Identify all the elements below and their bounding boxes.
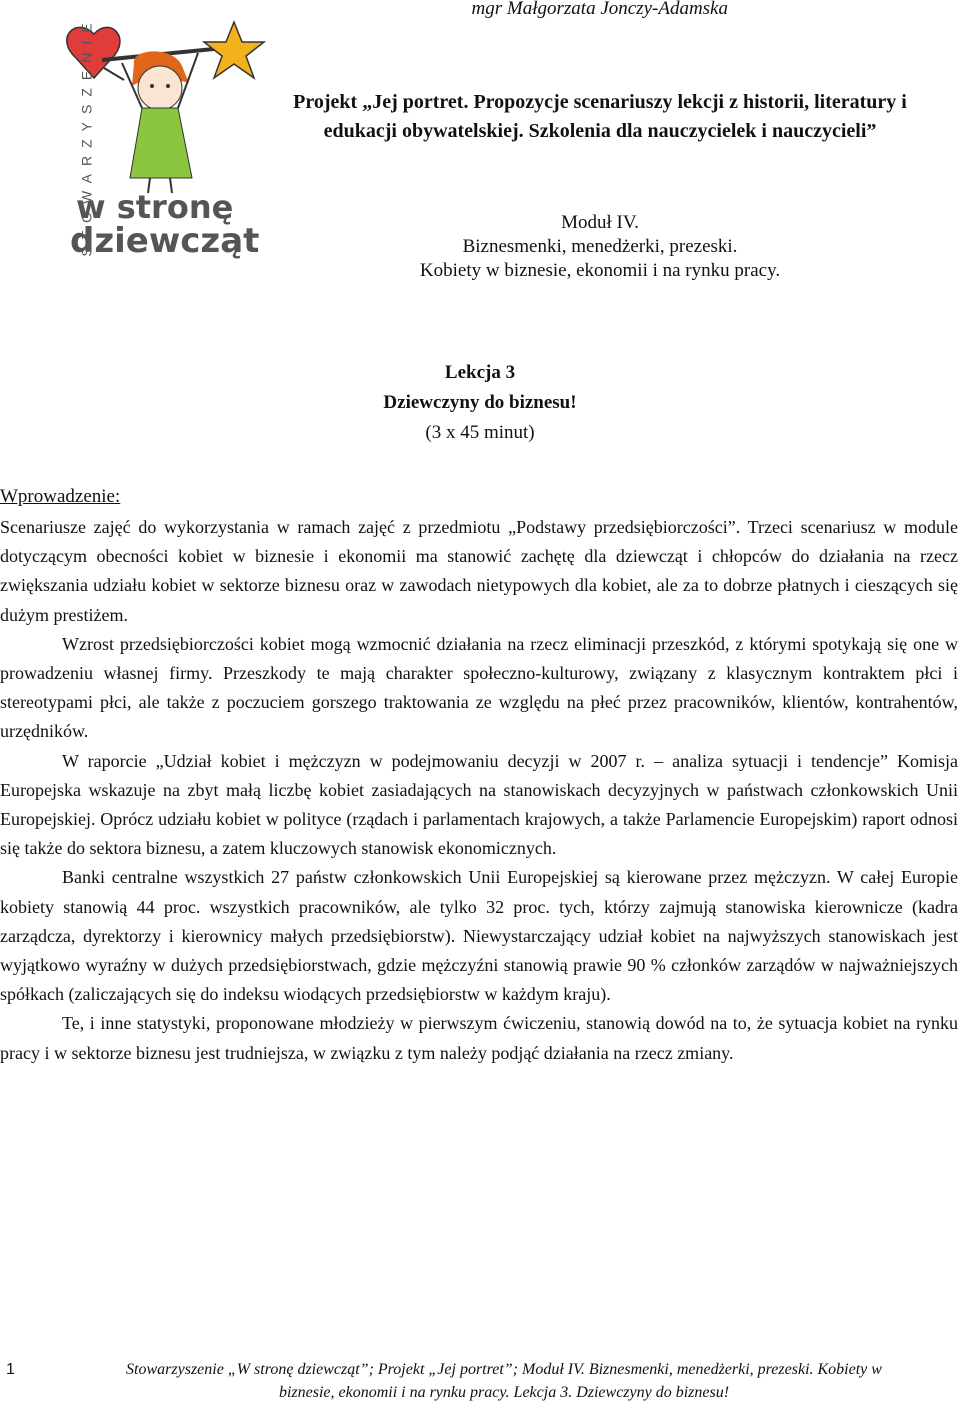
page-number: 1 xyxy=(6,1361,15,1378)
paragraph-5: Te, i inne statystyki, proponowane młodzieży w pierwszym ćwiczeniu, stanowią dowód na to, że sytuacja kobiet na rynku pracy i w sektorze biznesu jest trudniejsza, w związku z tym należy podjąć działania na rzecz zmiany. xyxy=(0,1013,958,1063)
project-title-line-1: Projekt „Jej portret. Propozycje scenariuszy lekcji z historii, literatury i xyxy=(293,91,907,113)
intro-body xyxy=(0,513,958,1068)
author-name: mgr Małgorzata Jonczy-Adamska xyxy=(471,0,728,19)
logo-vertical-text xyxy=(14,12,95,260)
logo-line-1: w stronę xyxy=(76,188,234,226)
footer-line-2: biznesie, ekonomii i na rynku pracy. Lekcja 3. Dziewczyny do biznesu! xyxy=(278,1384,730,1401)
module-subtitle-1: Biznesmenki, menedżerki, prezeski. xyxy=(462,236,738,257)
project-title-line-2: edukacji obywatelskiej. Szkolenia dla nauczycielek i nauczycieli” xyxy=(323,120,877,142)
paragraph-1: Scenariusze zajęć do wykorzystania w ramach zajęć z przedmiotu „Podstawy przedsiębiorczości”. Trzeci scenariusz w module dotyczącym obecności kobiet w biznesie i ekonomii ma stanowić zachętę dla dziewcząt i chłopców do działania na rzecz zwiększania udziału kobiet w sektorze biznesu oraz w zawodach nietypowych dla kobiet, ale za to dobrze płatnych i cieszących się dużym prestiżem. xyxy=(0,517,958,625)
module-subtitle-2: Kobiety w biznesie, ekonomii i na rynku pracy. xyxy=(419,260,781,281)
footer-line-1: Stowarzyszenie „W stronę dziewcząt”; Projekt „Jej portret”; Moduł IV. Biznesmenki, menedżerki, prezeski. Kobiety w xyxy=(126,1361,882,1378)
lesson-number: Lekcja 3 xyxy=(444,362,516,383)
footer-text xyxy=(74,1358,934,1404)
paragraph-4: Banki centralne wszystkich 27 państw członkowskich Unii Europejskiej są kierowane przez mężczyzn. W całej Europie kobiety stanowią 44 proc. wszystkich pracowników, ale tylko 32 proc. tych, którzy zajmują stanowiska kierownicze (kadra zarządcza, dyrektorzy i kierownicy małych przedsiębiorstw). Niewystarczający udział kobiet na najwyższych stanowiskach jest wyjątkowo wyraźny w dużych przedsiębiorstwach, gdzie mężczyźni stanowią prawie 90 % członków zarządów w najważniejszych spółkach (zaliczających się do indeksu wiodących przedsiębiorstw w każdym kraju). xyxy=(0,867,958,1005)
logo-vertical-label: STOWARZYSZENIE xyxy=(78,15,95,257)
lesson-duration: (3 x 45 minut) xyxy=(425,422,535,443)
lesson-title: Dziewczyny do biznesu! xyxy=(383,392,577,413)
module-info xyxy=(240,211,960,283)
project-title xyxy=(240,88,960,146)
paragraph-3: W raporcie „Udział kobiet i mężczyzn w podejmowaniu decyzji w 2007 r. – analiza sytuacji i tendencje” Komisja Europejska wskazuje na zbyt małą liczbę kobiet zasiadających na stanowiskach decyzyjnych w państwach członkowskich Unii Europejskiej. Oprócz udziału kobiet w polityce (rządach i parlamentach krajowych, a także Parlamencie Europejskim) raport odnosi się także do sektora biznesu, a zatem kluczowych stanowisk ekonomicznych. xyxy=(0,750,958,859)
lesson-header xyxy=(0,358,960,448)
section-heading: Wprowadzenie: xyxy=(0,486,121,507)
logo-wordmark xyxy=(70,188,260,261)
module-title: Moduł IV. xyxy=(561,212,639,233)
paragraph-2: Wzrost przedsiębiorczości kobiet mogą wzmocnić działania na rzecz eliminacji przeszkód, z którymi spotykają się one w prowadzeniu własnej firmy. Przeszkody te mają charakter społeczno-kulturowy, związany z klasycznym kontraktem płci i stereotypami płci, ale także z poczuciem gorszego traktowania ze względu na płeć przez pracowników, klientów, kontrahentów, urzędników. xyxy=(0,633,958,742)
logo-line-2: dziewcząt xyxy=(70,221,260,261)
